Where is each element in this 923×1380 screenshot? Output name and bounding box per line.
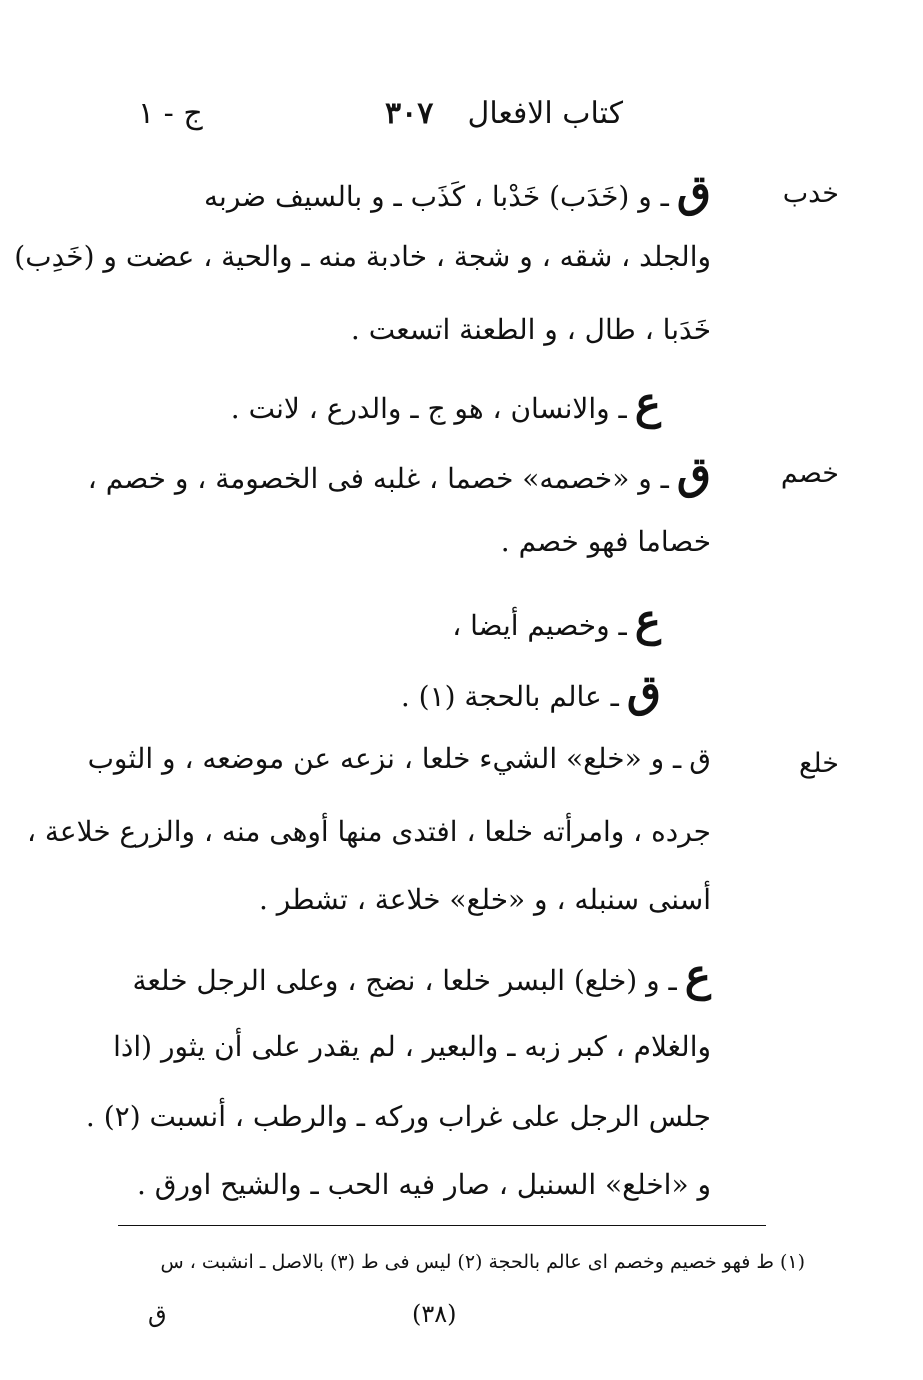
footnote: (١) ط فهو خصيم وخصم اى عالم بالحجة (٢) ليس فى ط (٣) بالاصل ـ انشبت ، س xyxy=(160,1251,805,1273)
entry-line xyxy=(204,166,711,217)
source-marker: ع xyxy=(634,595,661,646)
entry-root-khadab: خدب xyxy=(782,178,839,209)
entry-text: ـ و «خلع» الشيء خلعا ، نزعه عن موضعه ، و الثوب xyxy=(87,742,682,775)
entry-text: ـ و «خصمه» خصما ، غلبه فى الخصومة ، و خصم ، xyxy=(87,462,669,495)
entry-line xyxy=(401,666,661,717)
entry-line xyxy=(452,595,661,646)
entry-text: ـ عالم بالحجة (١) . xyxy=(400,680,619,713)
page-number: ٣٠٧ xyxy=(385,96,434,131)
entry-root-khasm: خصم xyxy=(780,458,839,489)
entry-line: خصاما فهو خصم . xyxy=(500,525,711,558)
entry-line: أسنى سنبله ، و «خلع» خلاعة ، تشطر . xyxy=(258,883,711,916)
book-title: كتاب الافعال xyxy=(467,96,623,131)
source-marker: ع xyxy=(634,378,661,429)
page-label: (٣٨) xyxy=(412,1300,457,1328)
source-marker: ق xyxy=(626,666,661,717)
entry-text: ـ و (خلع) البسر خلعا ، نضج ، وعلى الرجل خلعة xyxy=(132,964,677,997)
entry-line: خَدَبا ، طال ، و الطعنة اتسعت . xyxy=(350,313,711,346)
signature-mark: ق xyxy=(148,1300,167,1328)
entry-root-khala: خلع xyxy=(799,748,839,779)
entry-text: ـ وخصيم أيضا ، xyxy=(452,609,627,642)
source-marker: ق xyxy=(689,742,711,775)
entry-line: و «اخلع» السنبل ، صار فيه الحب ـ والشيح اورق . xyxy=(136,1168,711,1201)
entry-text: ـ والانسان ، هو ج ـ والدرع ، لانت . xyxy=(230,392,627,425)
entry-text: ـ و (خَدَب) خَدْبا ، كَذَب ـ و بالسيف ضربه xyxy=(204,180,669,213)
entry-line xyxy=(231,378,661,429)
footnote-rule xyxy=(118,1225,766,1226)
source-marker: ق xyxy=(676,166,711,217)
source-marker: ق xyxy=(676,448,711,499)
entry-line xyxy=(88,742,711,775)
entry-line: جلس الرجل على غراب وركه ـ والرطب ، أنسبت (٢) . xyxy=(85,1100,711,1133)
entry-line xyxy=(88,448,711,499)
entry-line xyxy=(132,950,711,1001)
entry-line: والجلد ، شقه ، و شجة ، خادبة منه ـ والحية ، عضت و (خَدِب) xyxy=(14,240,711,273)
entry-line: جرده ، وامرأته خلعا ، افتدى منها أوهى منه ، والزرع خلاعة ، xyxy=(26,815,711,848)
entry-line: والغلام ، كبر زبه ـ والبعير ، لم يقدر على أن يثور (اذا xyxy=(113,1030,711,1063)
volume-label: ج - ١ xyxy=(138,96,203,131)
source-marker: ع xyxy=(684,950,711,1001)
